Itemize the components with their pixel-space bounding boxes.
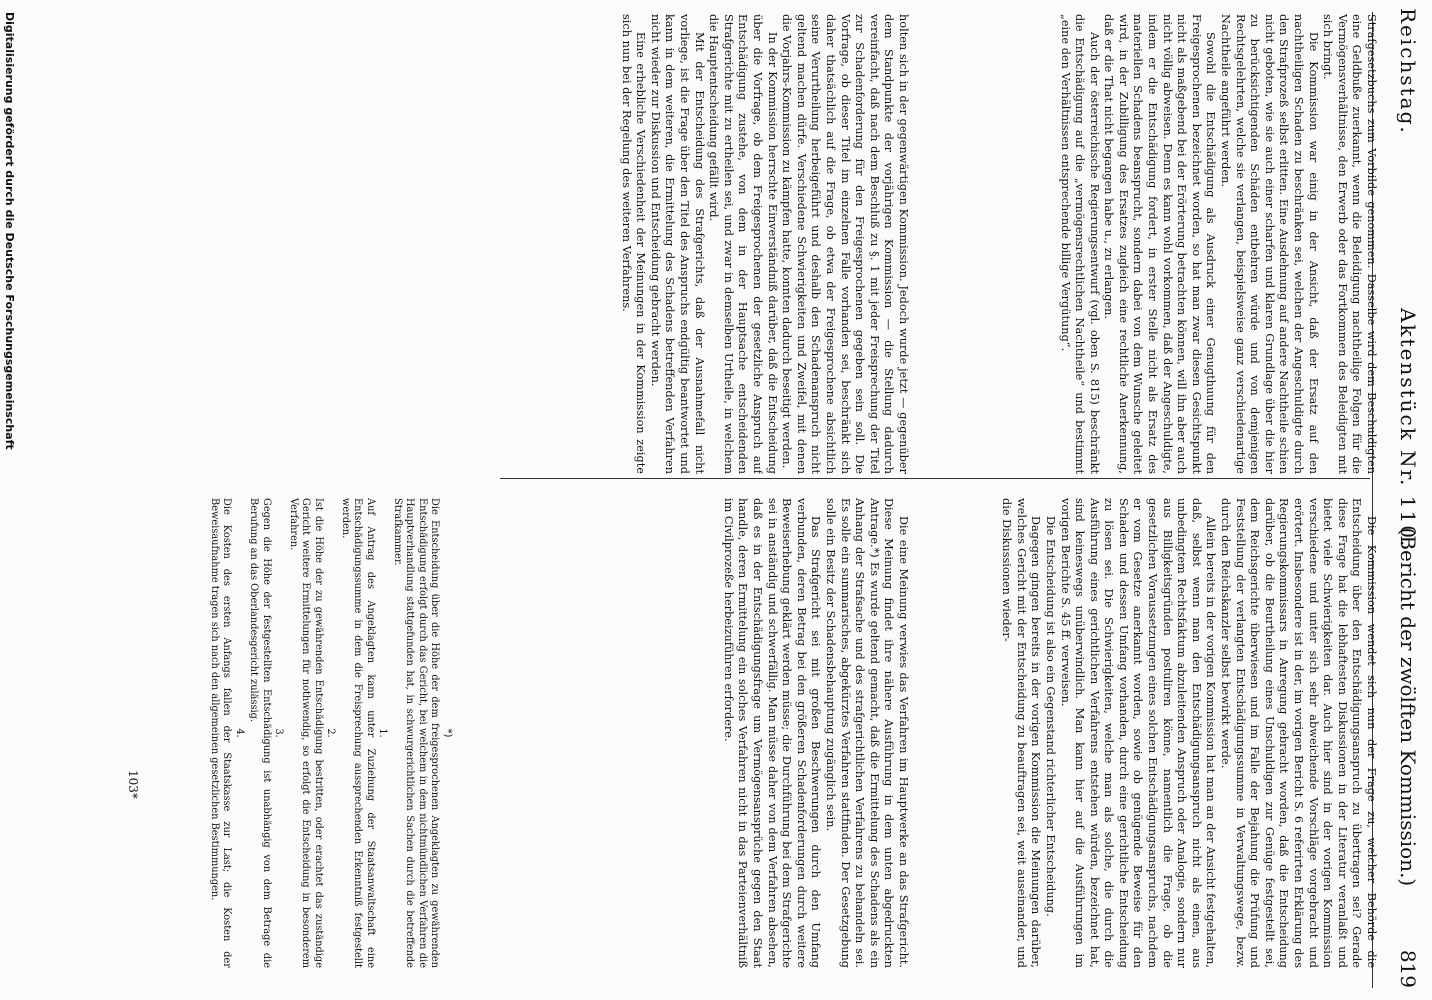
footnote-text: Die Entscheidung über die Höhe der dem freigesprochenen Angeklagten zu gewährenden Entschädigung erfolgt durch das Gericht, bei welchem in dem nichtmündlichen Verfahren die Hauptverhandlung stattgefunden hat, in schwurgerichtlichen Sachen durch die betreffende Strafkammer. [392,498,441,968]
paragraph: Die Entscheidung ist also ein Gegenstand richterlicher Entscheidung. [1043,516,1057,917]
paragraph: Die Kommission war einig in der Ansicht, daß der Ersatz auf den nachtheiligen Schaden zu beschränken sei, welchen der Angeschuldigte durch den Strafprozeß selbst erlitten. Eine Ausdehnung auf andere Nachtheile schien nicht geboten, wie sie auch einer scharfen und klaren Grundlage über die hier zu berücksichtigenden Schäden entbehren würde und von demjenigen Rechtsgelehrten, welche sie verlangen, beispielsweise ganz verschiedenartige Nachtheile angeführt werden. [1219,14,1320,474]
column-rule [500,478,1370,479]
text-column-upper-left [510,14,910,474]
footnote-item [391,498,454,968]
footnote-number: 3. [273,728,285,738]
footnote-text: Gegen die Höhe der festgestellten Entschädigung ist unabhängig von dem Betrage die Berufung an das Oberlandesgericht zulässig. [248,498,272,968]
footnote-text: Auf Antrag des Angeklagten kann unter Zuziehung der Staatsanwaltschaft eine Entschädigungssumme in dem die Freisprechung aussprechenden Erkenntniß festgestellt werden. [340,498,376,968]
paragraph: Auch der österreichische Regierungsentwurf (vgl. oben S. 815) beschränkt die Entschädigung auf die „vermögensrechtlichen Nachtheile“ und bestimmt „eine den Verhältnissen entsprechende billige Vergütung“. [1058,14,1101,474]
footnote-item [287,498,337,968]
footnote-number: 1. [377,728,389,738]
paragraph: Das Strafgericht sei mit großen Beschwerungen durch den Umfang verbunden, deren Betrag bei den größeren Schadenforderungen durch weitere Beweiserhebung geklärt werden müsse; die Durchführung bei dem Strafgerichte sei in anständig und schwerfällig. Man müsse daher von dem Verfahren absehen, daß es in der Entschädigungsfrage um Vermögensansprüche gegen den Staat handle, deren Ermittelung ein solches Verfahren nicht in das Parteienverhältniß im Civilprozeße herbeizuführen erfordere. [721,498,823,968]
page-signature: 103* [126,770,140,799]
paragraph: Sowohl die Entschädigung als Ausdruck einer Genugthuung für den Freigesprochenen bezeichnet worden, so hat man zwar diesen Gesichtspunkt nicht als maßgebend bei der Erörterung betrachten können, will ihn aber auch nicht völlig abweisen. Denn es kann wohl vorkommen, daß der Angeschuldigte, indem er die Entschädigung fordert, in erster Stelle nicht als Ersatz des materiellen Schadens beansprucht, sondern dabei von dem Wunsche geleitet wird, in der Zubilligung des Ersatzes zugleich eine rechtliche Anerkennung, daß er die That nicht begangen habe u., zu erlangen. [1102,14,1218,474]
footnote-number: *) [442,728,453,738]
text-column-lower-left-continued [510,498,910,968]
footnote-text: Ist die Höhe der zu gewährenden Entschädigung bestritten, oder erachtet das zuständige Gericht weitere Ermittelungen für nothwendig, so erfolgt die Entscheidung in besonderem Verfahren. [288,498,324,968]
header-right [1396,528,1420,988]
digitization-footer: Digitalisierung gefördert durch die Deutsche Forschungsgemeinschaft [3,12,16,450]
paragraph: In der Kommission herrschte Einverständniß darüber, daß die Entscheidung über die Vorfrage, ob dem Freigesprochenen der gesetzliche Anspruch auf Entschädigung zustehe, von dem in der Hauptsache entscheidenden Strafgerichte mit zu ertheilen sei, und zwar in demselben Urtheile, in welchem die Hauptentscheidung gefällt wird. [707,14,779,474]
footnote-item [208,498,246,968]
paragraph: Die Kommission wendet sich nun der Frage zu, welcher Behörde die Entscheidung über den Entschädigungsanspruch zu übertragen sei? Gerade diese Frage hat die lebhaftesten Diskussionen in der Literatur veranlaßt und bietet viele Schwierigkeiten dar. Auch hier sind in der vorigen Kommission verschiedene und unter sich sehr abweichende Vorschläge vorgebracht und erörtert. Insbesondere ist in der, im vorigen Bericht S. 6 referirten Erklärung des Regierungskommissars in Anregung gebracht worden, daß die Entscheidung darüber, ob die Beurtheilung eines Unschuldigen zur Genüge festgestellt sei, dem Reichsgerichte überwiesen und im Falle der Bejahung die Prüfung und Feststellung der verlangten Entschädigungssumme in Verwaltungswege, bezw. durch den Reichskanzler selbst bewirkt werde. [1219,498,1378,968]
paragraph: Die eine Meinung verwies das Verfahren im Hauptwerke an das Strafgericht. Diese Meinung findet ihre nähere Ausführung in dem unten abgedruckten Antrage.*) Es wurde geltend gemacht, daß die Ermittelung des Schadens als ein Anhang der Strafsache und des strafgerichtlichen Verfahrens zu behandeln sei. Es solle ein summarisches, abgekürztes Verfahren stattfinden. Der Gesetzgebung solle ein Besitz der Schadensbehauptung zugänglich sein. [824,498,910,968]
footnotes [115,498,455,968]
paragraph: Eine erhebliche Verschiedenheit der Meinungen in der Kommission zeigte sich nun bei der Regelung des weiteren Verfahrens. [619,14,648,474]
page-header [1382,8,1432,998]
paragraph: Mit der Entscheidung des Strafgerichts, daß der Ausnahmefall nicht vorliege, ist die Frage über den Titel des Anspruchs endgültig beantwortet und kann in dem weiteren, die Ermittelung des Schadens betreffenden Verfahren nicht wieder zur Diskussion und Entscheidung gebracht werden. [648,14,706,474]
footnote-number: 4. [234,728,245,738]
footnote-text: Die Kosten des ersten Anfangs fallen der Staatskasse zur Last; die Kosten der Beweisaufnahme tragen sich nach den allgemeinen gesetzlichen Bestimmungen. [209,498,233,968]
paragraph: holten sich in der gegenwärtigen Kommission. Jedoch wurde jetzt — gegenüber dem Standpunkte der vorjährigen Kommission — die Stellung dadurch vereinfacht, daß nach dem Beschluß zu §. 1 mit jeder Freisprechung der Titel zur Schadenforderung für den Freigesprochenen gegeben sein soll. Die Vorfrage, ob dieser Titel im einzelnen Falle vorhanden sei, beschränkt sich daher thatsächlich auf die Frage, ob etwa der Freigesprochene absichtlich seine Verurtheilung herbeigeführt und deshalb den Schadenanspruch nicht geltend machen dürfe. Verschiedene Schwierigkeiten und Zweifel, mit denen die Vorjahrs-Kommission zu kämpfen hatte, konnten dadurch beseitigt werden. [780,14,910,474]
footnote-item [339,498,389,968]
footnote-number: 2. [325,728,337,738]
paragraph: Allein bereits in der vorigen Kommission hat man an der Ansicht festgehalten, daß, selbst wenn man den Entschädigungsanspruch nicht als einen, aus unbedingtem Rechtsfaktum abzuleitenden Anspruch oder Analogie, sondern nur aus Billigkeitsgründen postuliren könne, namentlich die Frage, ob die gesetzlichen Voraussetzungen eines solchen Entschädigungsanspruchs, nachdem er vom Gesetze anerkannt worden, sowie ob genügende Beweise für den Schaden und dessen Umfang vorhanden, durch eine gerichtliche Entscheidung zu lösen sei. Die Schwierigkeiten, welche man als solche, die durch die Ausführung eines gerichtlichen Verfahrens entstehen würden, bezeichnet hat, sind keineswegs unüberwindlich. Man kann hier auf die Ausführungen im vorigen Berichte S. 45 ff. verweisen. [1058,498,1218,968]
header-reichstag: Reichstag. [1396,8,1420,135]
footnote-item [247,498,285,968]
paragraph: Dagegen gingen bereits in der vorigen Kommission die Meinungen darüber, welches Gericht mit der Entscheidung zu beauftragen sei, weit auseinander, und die Diskussionen wieder- [1000,498,1043,968]
paragraph: Strafgesetzbuchs zum Vorbilde genommen. Dasselbe wird dem Beschuldigten eine Geldbuße zuerkannt, wenn die Beleidigung nachtheilige Folgen für die Vermögensverhältnisse, den Erwerb oder das Fortkommen des Beleidigten mit sich bringt. [1321,14,1378,474]
header-report-label: (Bericht der zwölften Kommission.) [1396,527,1420,887]
header-aktenstueck: Aktenstück Nr. 110. [1396,308,1420,549]
page-number: 819 [1396,949,1420,988]
